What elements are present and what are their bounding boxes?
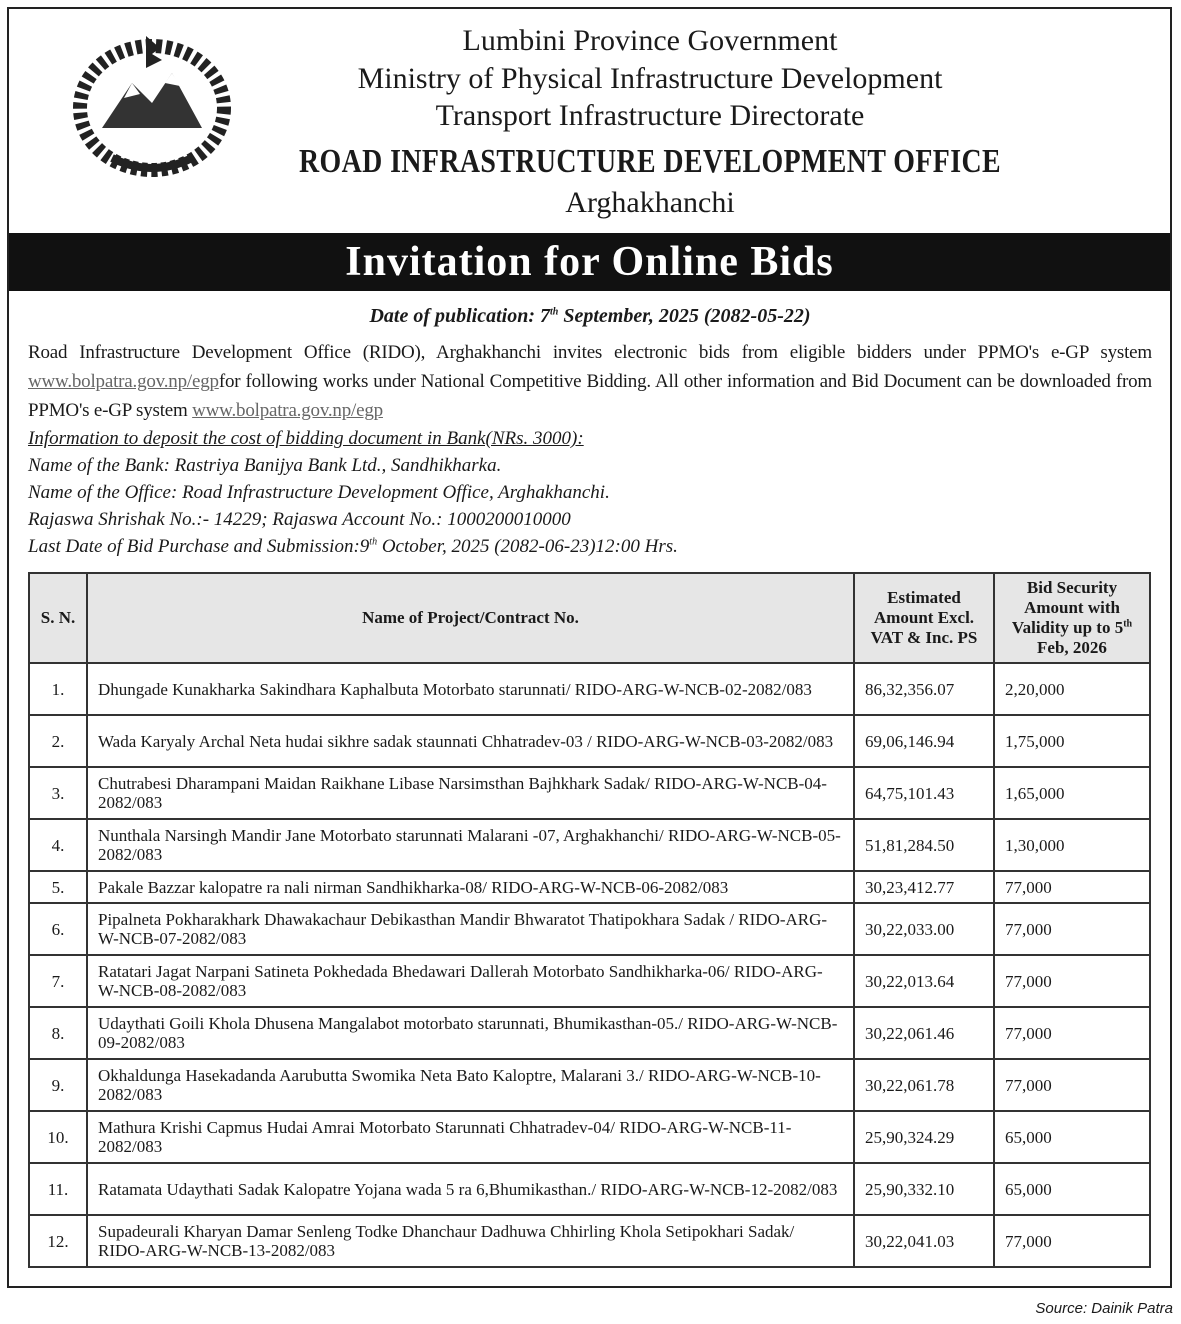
row-project-name: Pakale Bazzar kalopatre ra nali nirman Sandhikharka-08/ RIDO-ARG-W-NCB-06-2082/083	[87, 871, 854, 903]
row-estimate: 30,22,013.64	[854, 955, 994, 1007]
row-project-name: Dhungade Kunakharka Sakindhara Kaphalbuta Motorbato starunnati/ RIDO-ARG-W-NCB-02-2082/083	[87, 663, 854, 715]
row-project-name: Wada Karyaly Archal Neta hudai sikhre sadak staunnati Chhatradev-03 / RIDO-ARG-W-NCB-03-2082/083	[87, 715, 854, 767]
header-line-3: Transport Infrastructure Directorate	[435, 99, 865, 132]
source-credit: Source: Dainik Patra	[1035, 1300, 1173, 1317]
table-row	[29, 1215, 1150, 1267]
table-header-row	[29, 573, 1150, 663]
bid-header-prefix: Bid Security Amount with Validity up to 5	[1011, 578, 1124, 637]
row-bid-security: 77,000	[994, 1215, 1150, 1267]
header-lines	[250, 0, 1050, 230]
publication-date	[28, 302, 1152, 330]
pub-date-prefix: Date of publication: 7	[369, 305, 550, 327]
bid-header-suffix: Feb, 2026	[1037, 638, 1107, 657]
row-project-name: Mathura Krishi Capmus Hudai Amrai Motorbato Starunnati Chhatradev-04/ RIDO-ARG-W-NCB-11-2082/083	[87, 1111, 854, 1163]
row-sn: 9.	[29, 1059, 87, 1111]
row-bid-security: 2,20,000	[994, 663, 1150, 715]
row-project-name: Ratatari Jagat Narpani Satineta Pokhedada Bhedawari Dallerah Motorbato Sandhikharka-06/ RIDO-ARG-W-NCB-08-2082/083	[87, 955, 854, 1007]
egp-link-2[interactable]: www.bolpatra.gov.np/egp	[192, 400, 383, 421]
row-sn: 4.	[29, 819, 87, 871]
table-row	[29, 715, 1150, 767]
header-line-1: Lumbini Province Government	[462, 24, 838, 57]
row-bid-security: 77,000	[994, 1007, 1150, 1059]
pub-date-sup: th	[550, 306, 559, 318]
row-sn: 8.	[29, 1007, 87, 1059]
row-estimate: 30,22,041.03	[854, 1215, 994, 1267]
row-bid-security: 77,000	[994, 955, 1150, 1007]
row-sn: 5.	[29, 871, 87, 903]
row-sn: 6.	[29, 903, 87, 955]
row-sn: 10.	[29, 1111, 87, 1163]
row-sn: 1.	[29, 663, 87, 715]
bank-info-heading: Information to deposit the cost of bidding document in Bank(NRs. 3000):	[28, 428, 584, 449]
nepal-emblem-icon	[62, 28, 242, 178]
row-estimate: 25,90,324.29	[854, 1111, 994, 1163]
table-row	[29, 903, 1150, 955]
row-estimate: 69,06,146.94	[854, 715, 994, 767]
intro-text-1: Road Infrastructure Development Office (RIDO), Arghakhanchi invites electronic bids from eligible bidders under PPMO's e-GP system	[28, 342, 1152, 363]
col-bid-security	[994, 573, 1150, 663]
row-estimate: 30,23,412.77	[854, 871, 994, 903]
intro-paragraph	[28, 338, 1152, 425]
table-row	[29, 955, 1150, 1007]
row-sn: 12.	[29, 1215, 87, 1267]
table-row	[29, 663, 1150, 715]
row-bid-security: 1,65,000	[994, 767, 1150, 819]
col-estimate: Estimated Amount Excl. VAT & Inc. PS	[854, 573, 994, 663]
row-estimate: 51,81,284.50	[854, 819, 994, 871]
row-project-name: Pipalneta Pokharakhark Dhawakachaur Debikasthan Mandir Bhwaratot Thatipokhara Sadak / RIDO-ARG-W-NCB-07-2082/083	[87, 903, 854, 955]
row-sn: 3.	[29, 767, 87, 819]
table-row	[29, 1163, 1150, 1215]
row-project-name: Chutrabesi Dharampani Maidan Raikhane Libase Narsimsthan Bajhkhark Sadak/ RIDO-ARG-W-NCB-04-2082/083	[87, 767, 854, 819]
office-info: Name of the Office: Road Infrastructure Development Office, Arghakhanchi.	[28, 482, 610, 503]
header-line-2: Ministry of Physical Infrastructure Development	[357, 62, 943, 95]
table-row	[29, 1007, 1150, 1059]
table-row	[29, 1111, 1150, 1163]
row-estimate: 25,90,332.10	[854, 1163, 994, 1215]
header-location: Arghakhanchi	[565, 186, 735, 219]
account-info: Rajaswa Shrishak No.:- 14229; Rajaswa Account No.: 100020001000​0	[28, 509, 571, 530]
table-row	[29, 767, 1150, 819]
row-bid-security: 77,000	[994, 1059, 1150, 1111]
row-estimate: 86,32,356.07	[854, 663, 994, 715]
deadline	[28, 533, 1152, 560]
deadline-sup: th	[369, 536, 378, 548]
row-estimate: 30,22,061.78	[854, 1059, 994, 1111]
col-sn: S. N.	[29, 573, 87, 663]
row-estimate: 64,75,101.43	[854, 767, 994, 819]
row-project-name: Nunthala Narsingh Mandir Jane Motorbato starunnati Malarani -07, Arghakhanchi/ RIDO-ARG-W-NCB-05-2082/083	[87, 819, 854, 871]
row-project-name: Ratamata Udaythati Sadak Kalopatre Yojana wada 5 ra 6,Bhumikasthan./ RIDO-ARG-W-NCB-12-2082/083	[87, 1163, 854, 1215]
deadline-suffix: October, 2025 (2082-06-23)12:00 Hrs.	[377, 536, 678, 557]
office-name: ROAD INFRASTRUCTURE DEVELOPMENT OFFICE	[298, 143, 1002, 180]
notice-body	[28, 302, 1152, 1268]
bids-table	[28, 572, 1151, 1268]
table-row	[29, 819, 1150, 871]
egp-link-1[interactable]: www.bolpatra.gov.np/egp	[28, 371, 219, 392]
notice-title: Invitation for Online Bids	[9, 233, 1170, 291]
row-sn: 7.	[29, 955, 87, 1007]
row-project-name: Supadeurali Kharyan Damar Senleng Todke Dhanchaur Dadhuwa Chhirling Khola Setipokhari Sadak/ RIDO-ARG-W-NCB-13-2082/083	[87, 1215, 854, 1267]
row-project-name: Okhaldunga Hasekadanda Aarubutta Swomika Neta Bato Kaloptre, Malarani 3./ RIDO-ARG-W-NCB-10-2082/083	[87, 1059, 854, 1111]
col-name: Name of Project/Contract No.	[87, 573, 854, 663]
bank-name: Name of the Bank: Rastriya Banijya Bank Ltd., Sandhikharka.	[28, 455, 502, 476]
table-row	[29, 1059, 1150, 1111]
bid-header-sup: th	[1123, 618, 1133, 630]
row-bid-security: 77,000	[994, 903, 1150, 955]
row-bid-security: 1,30,000	[994, 819, 1150, 871]
pub-date-suffix: September, 2025 (2082-05-22)	[558, 305, 811, 327]
row-bid-security: 1,75,000	[994, 715, 1150, 767]
row-sn: 11.	[29, 1163, 87, 1215]
deadline-prefix: Last Date of Bid Purchase and Submission:9	[28, 536, 370, 557]
bank-info	[28, 425, 1152, 560]
table-row	[29, 871, 1150, 903]
row-project-name: Udaythati Goili Khola Dhusena Mangalabot motorbato starunnati, Bhumikasthan-05./ RIDO-ARG-W-NCB-09-2082/083	[87, 1007, 854, 1059]
row-estimate: 30,22,061.46	[854, 1007, 994, 1059]
row-bid-security: 65,000	[994, 1163, 1150, 1215]
row-estimate: 30,22,033.00	[854, 903, 994, 955]
intro-text-2: for following works under National Competitive Bidding. All other information and Bid Document can be downloaded from PPMO's e-GP system	[28, 371, 1152, 421]
row-bid-security: 65,000	[994, 1111, 1150, 1163]
row-sn: 2.	[29, 715, 87, 767]
row-bid-security: 77,000	[994, 871, 1150, 903]
